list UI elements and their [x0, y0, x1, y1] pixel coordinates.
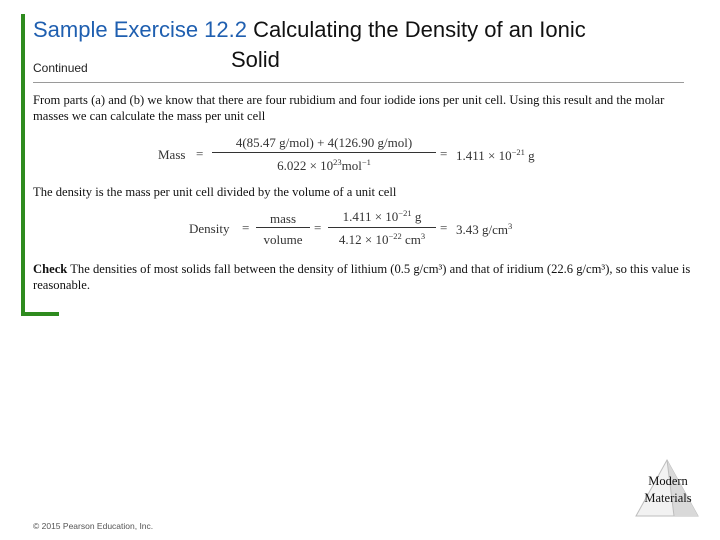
- paragraph-mass-intro: From parts (a) and (b) we know that there are four rubidium and four iodide ions per unit cell. Using this result and the molar masses we can calculate the mass per unit cell: [33, 93, 665, 123]
- title-exercise-number: Sample Exercise 12.2: [33, 17, 247, 42]
- eq2-lhs: Density: [189, 221, 230, 236]
- eq2-equals-1: =: [242, 220, 250, 235]
- eq2-result: 3.43 $g/cm^3$: [456, 221, 513, 237]
- eq2-frac2-denominator: $4.12 \times 10^{-22}$ $cm^3$: [338, 231, 426, 247]
- copyright-footer: © 2015 Pearson Education, Inc.: [33, 521, 154, 531]
- eq2-frac1-numerator: mass: [270, 211, 296, 226]
- green-bracket-horizontal: [21, 312, 59, 316]
- green-bracket-vertical: [21, 14, 25, 316]
- eq1-numerator: 4(85.47 g/mol) + 4(126.90 g/mol): [235, 135, 413, 150]
- divider-rule: [33, 82, 684, 83]
- eq1-fraction-bar: [212, 152, 436, 153]
- eq2-equals-3: =: [440, 220, 448, 235]
- paragraph-check: [33, 261, 693, 293]
- eq1-denominator: $6.022 \times 10^{23}mol^{-1}$: [277, 157, 371, 173]
- eq2-frac1-denominator: volume: [263, 232, 303, 247]
- check-label: Check: [33, 262, 68, 276]
- title-line-2: Solid: [231, 47, 280, 72]
- eq1-lhs: Mass: [158, 147, 186, 162]
- title-main: Calculating the Density of an Ionic: [247, 17, 586, 42]
- logo-line-1: Modern: [648, 474, 688, 488]
- eq2-frac2-numerator: $1.411 \times 10^{-21}$ g: [342, 208, 422, 224]
- logo-text: [636, 473, 700, 507]
- eq1-equals-2: =: [440, 146, 448, 161]
- logo-line-2: Materials: [644, 491, 692, 505]
- eq1-result: $1.411 \times 10^{-21}$ g: [456, 147, 535, 163]
- eq2-frac2-bar: [328, 227, 436, 228]
- eq2-frac1-bar: [256, 227, 310, 228]
- paragraph-density-intro: The density is the mass per unit cell divided by the volume of a unit cell: [33, 185, 397, 199]
- eq1-equals-1: =: [196, 146, 204, 161]
- eq2-equals-2: =: [314, 220, 322, 235]
- continued-label: Continued: [33, 61, 88, 75]
- slide-title: [33, 16, 713, 44]
- check-text: The densities of most solids fall between the density of lithium (0.5 g/cm³) and that of iridium (22.6 g/cm³), so this value is reasonable.: [33, 262, 691, 292]
